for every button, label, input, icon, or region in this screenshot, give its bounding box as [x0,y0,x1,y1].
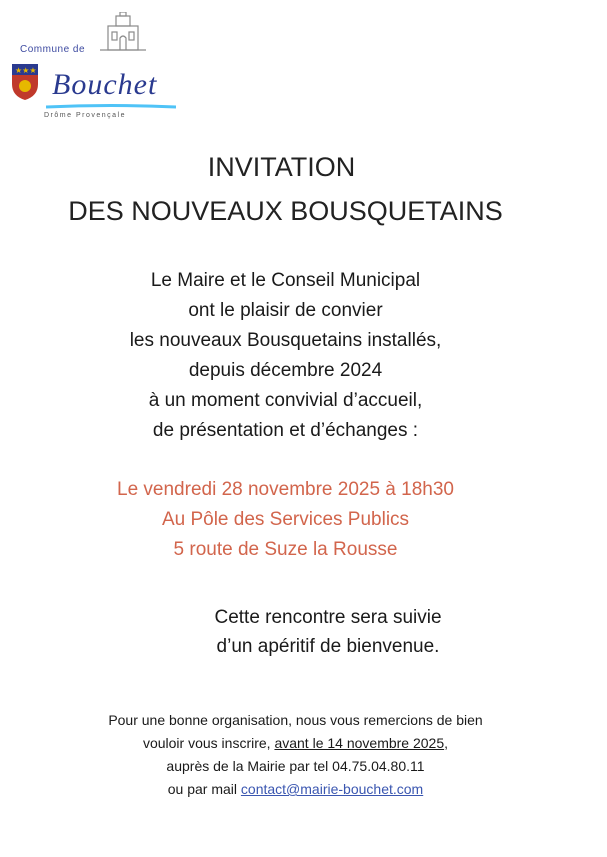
logo-commune-label: Commune de [20,44,86,55]
logo-wave [46,104,176,110]
registration-deadline: avant le 14 novembre 2025 [274,735,445,751]
registration-phone: auprès de la Mairie par tel 04.75.04.80.11 [166,758,425,774]
svg-text:★★★: ★★★ [15,66,37,75]
logo-tagline: Drôme Provençale [44,112,126,119]
logo-name: Bouchet [52,68,158,101]
event-date: Le vendredi 28 novembre 2025 à 18h30 [117,479,454,500]
town-hall-icon [100,12,146,52]
intro-line: Le Maire et le Conseil Municipal [150,270,421,291]
registration-mail-prefix: ou par mail [167,781,241,797]
title-nouveaux-bousquetains: DES NOUVEAUX BOUSQUETAINS [68,196,503,226]
registration-line [0,732,599,755]
coat-of-arms-icon [10,62,40,102]
title-invitation: INVITATION [207,152,356,182]
registration-line [0,778,599,801]
registration-prefix: vouloir vous inscrire, [142,735,275,751]
followup-line: d’un apéritif de bienvenue. [216,636,440,657]
followup-line: Cette rencontre sera suivie [214,607,442,628]
registration-note [0,709,599,801]
email-link[interactable]: contact@mairie-bouchet.com [240,781,424,797]
registration-suffix: , [444,735,449,751]
intro-line: ont le plaisir de convier [188,300,383,321]
event-place: Au Pôle des Services Publics [161,509,410,530]
registration-line: Pour une bonne organisation, nous vous remercions de bien [108,712,483,728]
intro-line: à un moment convivial d’accueil, [148,390,423,411]
followup-text [178,603,478,661]
intro-line: depuis décembre 2024 [188,360,383,381]
intro-paragraph [0,266,589,446]
commune-logo [8,12,178,117]
intro-line: de présentation et d’échanges : [152,420,419,441]
intro-line: les nouveaux Bousquetains installés, [129,330,442,351]
event-details [0,475,589,565]
event-address: 5 route de Suze la Rousse [173,539,398,560]
